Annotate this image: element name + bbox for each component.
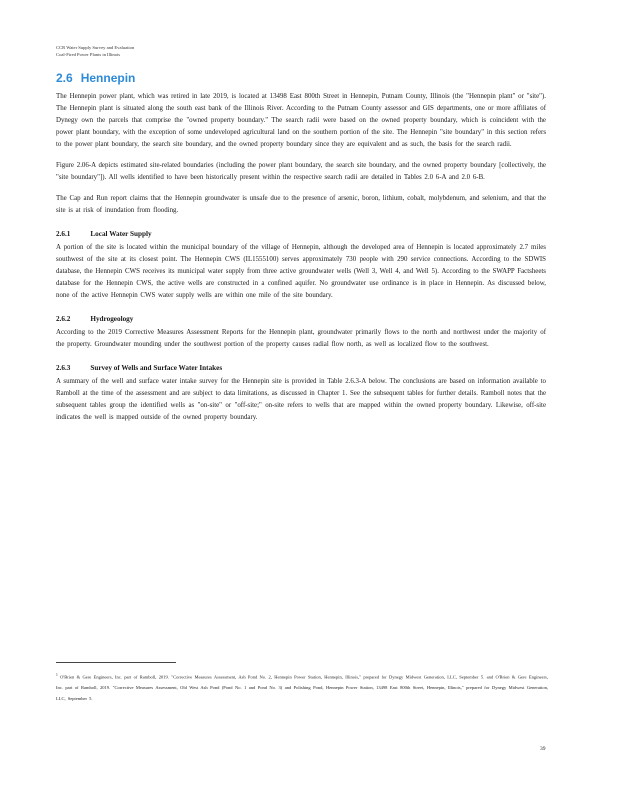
paragraph-figure-reference: Figure 2.06-A depicts estimated site-related boundaries (including the power plant boundary, the search site boundary, and the owned property boundary [collectively, the "site boundary"]). All wells identified to have been historically present within the respective search radii are detailed in Tables 2.0 6-A and 2.0 6-B. <box>56 162 546 181</box>
footnote-marker: 1 <box>56 673 58 677</box>
paragraph-site-description: The Hennepin power plant, which was retired in late 2019, is located at 13498 East 800th Street in Hennepin, Putnam County, Illinois (the "Hennepin plant" or "site"). The Hennepin plant is situated along the south east bank of the Illinois River. According to the Putnam County assessor and GIS departments, one or more affiliates of Dynegy own the parcels that comprise the "owned property boundary." The search radii were based on the owned property boundary, which is coincident with the power plant boundary, with the exception of some undeveloped agricultural land on the southern portion of the site. The Hennepin "site boundary" in this section refers to the power plant boundary, the search site boundary, and the owned property boundary since they are equivalent and as such, the basis for the search radii. <box>56 93 546 148</box>
page-number: 39 <box>540 746 546 752</box>
running-header-line2: Coal-Fired Power Plants in Illinois <box>56 52 121 57</box>
subsection-heading-local-water <box>56 228 546 240</box>
subsection-number: 2.6.3 <box>56 364 71 372</box>
running-header-line1: CCR Water Supply Survey and Evaluation <box>56 45 135 50</box>
main-content <box>56 71 546 424</box>
section-number: 2.6 <box>56 71 73 85</box>
section-title <box>56 71 546 85</box>
footnote-text: O'Brien & Gere Engineers, Inc. part of Ramboll, 2019. "Corrective Measures Assessment, Ash Pond No. 2, Hennepin Power Station, Hennepin, Illinois," prepared for Dynegy Midwest Generation, LLC, September 5. and O'Brien & Gere Engineers, Inc. part of Ramboll, 2019. "Corrective Measures Assessment, Old West Ash Pond (Pond No. 1 and Pond No. 3) and Polishing Pond, Hennepin Power Station, 13498 East 800th Street, Hennepin, Illinois," prepared for Dynegy Midwest Generation, LLC, September 5. <box>56 674 549 701</box>
subsection-number: 2.6.2 <box>56 315 71 323</box>
subsection-title: Hydrogeology <box>90 315 134 323</box>
paragraph-cap-and-run: The Cap and Run report claims that the Hennepin groundwater is unsafe due to the presence of arsenic, boron, lithium, cobalt, molybdenum, and selenium, and that the site is at risk of inundation from flooding. <box>56 195 546 214</box>
footnote <box>56 670 548 704</box>
paragraph-local-water-supply: A portion of the site is located within the municipal boundary of the village of Hennepin, although the developed area of Hennepin is located approximately 2.7 miles southwest of the site at its closest point. The Hennepin CWS (IL1555100) serves approximately 730 people with 290 service connections. According to the SDWIS database, the Hennepin CWS receives its municipal water supply from three active groundwater wells (Well 3, Well 4, and Well 5). According to the SWAPP Factsheets database for the Hennepin CWS, the active wells are constructed in a confined aquifer. No groundwater use ordinance is in place in Hennepin. As discussed below, none of the active Hennepin CWS water supply wells are within one mile of the site boundary. <box>56 244 546 299</box>
subsection-heading-hydrogeology <box>56 313 546 325</box>
footnote-divider <box>56 662 176 663</box>
paragraph-survey-of-wells: A summary of the well and surface water intake survey for the Hennepin site is provided in Table 2.6.3-A below. The conclusions are based on information available to Ramboll at the time of the assessment and are subject to data limitations, as discussed in Chapter 1. See the subsequent tables for further details. Ramboll notes that the subsequent tables group the identified wells as "on-site" or "off-site;" on-site refers to wells that are mapped within the owned property boundary. Likewise, off-site indicates the well is mapped outside of the owned property boundary. <box>56 378 546 421</box>
subsection-title: Survey of Wells and Surface Water Intakes <box>90 364 223 372</box>
section-title-text: Hennepin <box>80 71 136 85</box>
running-header <box>56 44 256 58</box>
subsection-heading-survey <box>56 362 546 374</box>
subsection-title: Local Water Supply <box>90 230 152 238</box>
subsection-number: 2.6.1 <box>56 230 71 238</box>
paragraph-hydrogeology: According to the 2019 Corrective Measures Assessment Reports for the Hennepin plant, groundwater primarily flows to the north and northwest under the majority of the property. Groundwater mounding under the southwest portion of the property causes radial flow north, as well as localized flow to the southwest. <box>56 329 546 348</box>
